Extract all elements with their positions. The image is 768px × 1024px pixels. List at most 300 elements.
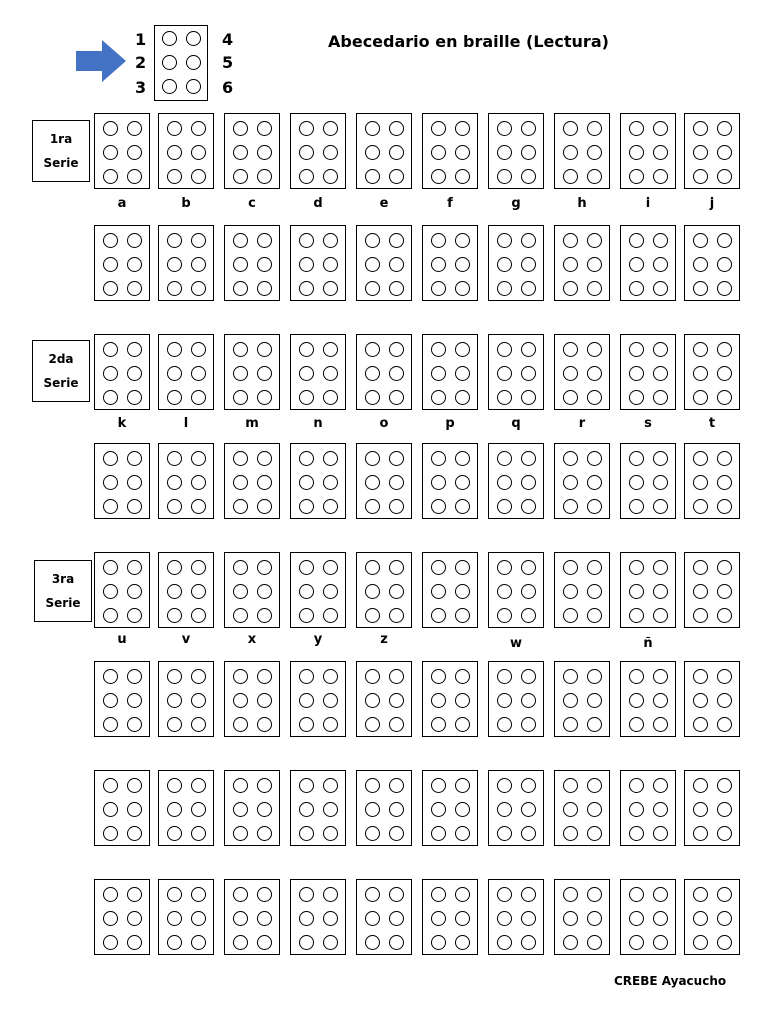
braille-dot-6	[323, 935, 338, 950]
letter-label: e	[379, 196, 389, 211]
braille-dot-2	[653, 778, 668, 793]
braille-dot-6	[127, 390, 142, 405]
braille-cell	[684, 661, 740, 737]
letter-label: t	[708, 416, 716, 431]
braille-dot-2	[127, 342, 142, 357]
braille-cell	[554, 443, 610, 519]
braille-dot-5	[365, 717, 380, 732]
braille-dot-2	[587, 121, 602, 136]
braille-dot-3	[167, 475, 182, 490]
braille-dot-4	[521, 366, 536, 381]
braille-cell	[158, 552, 214, 628]
braille-cell	[422, 443, 478, 519]
braille-dot-6	[389, 169, 404, 184]
braille-dot-4	[653, 475, 668, 490]
arrow-right-icon	[76, 40, 126, 82]
braille-dot-5	[233, 281, 248, 296]
braille-cell	[158, 770, 214, 846]
braille-dot-2	[323, 560, 338, 575]
braille-dot-2	[127, 669, 142, 684]
braille-dot-3	[233, 145, 248, 160]
braille-dot-2	[323, 121, 338, 136]
braille-dot-1	[103, 887, 118, 902]
braille-dot-5	[497, 281, 512, 296]
braille-dot-4	[717, 475, 732, 490]
braille-dot-6	[191, 169, 206, 184]
braille-cell	[422, 879, 478, 955]
braille-dot-4	[191, 911, 206, 926]
letter-label: b	[181, 196, 191, 211]
braille-dot-6	[455, 826, 470, 841]
serie-label-3	[34, 560, 92, 622]
braille-dot-6	[191, 717, 206, 732]
braille-dot-4	[389, 366, 404, 381]
braille-dot-6	[257, 499, 272, 514]
braille-dot-1	[233, 778, 248, 793]
braille-dot-6	[323, 499, 338, 514]
braille-dot-2	[323, 669, 338, 684]
braille-dot-6	[323, 390, 338, 405]
braille-dot-6	[521, 608, 536, 623]
braille-dot-5	[167, 169, 182, 184]
braille-dot-5	[563, 390, 578, 405]
braille-dot-4	[257, 802, 272, 817]
braille-dot-5	[693, 499, 708, 514]
braille-dot-6	[389, 717, 404, 732]
braille-cell	[620, 443, 676, 519]
braille-dot-1	[233, 233, 248, 248]
braille-dot-3	[431, 911, 446, 926]
letter-label: d	[313, 196, 323, 211]
braille-dot-6	[587, 281, 602, 296]
serie-label-2	[32, 340, 90, 402]
braille-cell	[356, 113, 412, 189]
braille-dot-2	[257, 778, 272, 793]
braille-dot-2	[455, 778, 470, 793]
braille-dot-4	[521, 693, 536, 708]
braille-dot-3	[693, 257, 708, 272]
braille-dot-2	[653, 669, 668, 684]
dot-number-4: 4	[222, 30, 234, 49]
braille-dot-3	[299, 693, 314, 708]
braille-dot-5	[233, 935, 248, 950]
braille-dot-2	[587, 669, 602, 684]
braille-dot-4	[521, 584, 536, 599]
braille-dot-2	[389, 669, 404, 684]
braille-dot-2	[389, 342, 404, 357]
braille-dot-5	[629, 826, 644, 841]
braille-dot-2	[191, 778, 206, 793]
braille-dot-4	[587, 802, 602, 817]
braille-dot-4	[127, 584, 142, 599]
braille-dot-2	[587, 887, 602, 902]
braille-dot-6	[127, 281, 142, 296]
braille-cell	[684, 225, 740, 301]
braille-dot-5	[431, 499, 446, 514]
braille-dot-1	[103, 121, 118, 136]
braille-dot-3	[365, 693, 380, 708]
braille-dot-4	[257, 257, 272, 272]
braille-dot-1	[431, 778, 446, 793]
braille-dot-3	[233, 911, 248, 926]
braille-dot-6	[127, 935, 142, 950]
braille-dot-3	[497, 366, 512, 381]
braille-dot-5	[693, 390, 708, 405]
braille-dot-3	[497, 475, 512, 490]
braille-dot-5	[563, 717, 578, 732]
braille-dot-3	[693, 911, 708, 926]
braille-dot-5	[629, 935, 644, 950]
braille-dot-6	[257, 390, 272, 405]
braille-dot-6	[191, 390, 206, 405]
braille-cell	[224, 113, 280, 189]
braille-dot-4	[389, 145, 404, 160]
braille-dot-1	[431, 560, 446, 575]
braille-dot-2	[521, 669, 536, 684]
braille-dot-1	[693, 233, 708, 248]
braille-dot-2	[717, 451, 732, 466]
braille-dot-5	[167, 281, 182, 296]
braille-dot-1	[563, 887, 578, 902]
braille-dot-1	[299, 778, 314, 793]
dot-number-2: 2	[135, 53, 147, 72]
braille-dot-4	[653, 911, 668, 926]
braille-dot-2	[191, 669, 206, 684]
braille-dot-5	[497, 499, 512, 514]
braille-dot-5	[629, 169, 644, 184]
braille-dot-3	[365, 366, 380, 381]
braille-dot-6	[257, 935, 272, 950]
braille-cell	[684, 879, 740, 955]
braille-cell	[488, 443, 544, 519]
braille-dot-6	[191, 935, 206, 950]
braille-dot-4	[717, 693, 732, 708]
braille-dot-2	[521, 451, 536, 466]
braille-dot-3	[167, 693, 182, 708]
braille-dot-3	[629, 911, 644, 926]
braille-dot-1	[365, 451, 380, 466]
braille-cell	[620, 879, 676, 955]
braille-cell	[94, 443, 150, 519]
braille-dot-3	[563, 693, 578, 708]
braille-dot-6	[389, 826, 404, 841]
braille-dot-1	[497, 887, 512, 902]
letter-label: p	[445, 416, 455, 431]
braille-dot-5	[167, 390, 182, 405]
letter-label: y	[313, 632, 323, 647]
braille-dot-1	[497, 778, 512, 793]
braille-dot-4	[389, 802, 404, 817]
braille-dot-2	[717, 560, 732, 575]
braille-dot-4	[323, 584, 338, 599]
braille-dot-4	[323, 802, 338, 817]
braille-dot-5	[563, 169, 578, 184]
braille-cell	[224, 225, 280, 301]
dot-number-1: 1	[135, 30, 147, 49]
braille-dot-2	[323, 342, 338, 357]
braille-dot-5	[563, 499, 578, 514]
braille-cell	[684, 552, 740, 628]
braille-dot-6	[389, 390, 404, 405]
braille-dot-2	[323, 233, 338, 248]
braille-dot-4	[717, 366, 732, 381]
letter-label: c	[248, 196, 256, 211]
braille-dot-1	[629, 121, 644, 136]
braille-dot-4	[717, 802, 732, 817]
braille-dot-1	[299, 121, 314, 136]
braille-dot-1	[365, 560, 380, 575]
braille-dot-5	[167, 608, 182, 623]
braille-dot-5	[563, 935, 578, 950]
letter-label: f	[447, 196, 453, 211]
braille-dot-6	[257, 281, 272, 296]
braille-dot-3	[563, 802, 578, 817]
braille-dot-5	[103, 935, 118, 950]
braille-cell	[356, 334, 412, 410]
braille-dot-1	[299, 560, 314, 575]
braille-dot-2	[127, 233, 142, 248]
braille-dot-4	[455, 257, 470, 272]
braille-dot-3	[233, 257, 248, 272]
braille-dot-6	[389, 935, 404, 950]
braille-dot-2	[717, 669, 732, 684]
braille-cell	[356, 879, 412, 955]
braille-dot-4	[389, 693, 404, 708]
braille-dot-1	[365, 121, 380, 136]
braille-dot-5	[693, 826, 708, 841]
braille-dot-3	[497, 145, 512, 160]
braille-dot-3	[497, 911, 512, 926]
braille-cell	[554, 334, 610, 410]
braille-dot-4	[191, 475, 206, 490]
braille-dot-4	[653, 366, 668, 381]
letter-label: l	[183, 416, 189, 431]
braille-dot-4	[257, 366, 272, 381]
braille-dot-2	[191, 342, 206, 357]
braille-dot-6	[587, 717, 602, 732]
braille-dot-3	[167, 911, 182, 926]
braille-dot-1	[233, 887, 248, 902]
braille-dot-2	[587, 451, 602, 466]
braille-dot-4	[587, 257, 602, 272]
braille-dot-4	[257, 475, 272, 490]
braille-dot-4	[191, 584, 206, 599]
braille-dot-4	[127, 802, 142, 817]
braille-dot-2	[191, 451, 206, 466]
braille-dot-6	[455, 935, 470, 950]
braille-dot-1	[167, 778, 182, 793]
braille-dot-5	[431, 717, 446, 732]
braille-cell	[620, 770, 676, 846]
braille-cell	[290, 879, 346, 955]
braille-dot-3	[693, 802, 708, 817]
braille-cell	[422, 113, 478, 189]
braille-dot-4	[323, 366, 338, 381]
braille-cell	[554, 225, 610, 301]
braille-dot-4	[257, 584, 272, 599]
braille-dot-5	[365, 390, 380, 405]
braille-dot-6	[389, 281, 404, 296]
braille-dot-1	[167, 560, 182, 575]
braille-dot-2	[521, 121, 536, 136]
braille-dot-3	[629, 475, 644, 490]
braille-dot-2	[587, 342, 602, 357]
braille-dot-6	[257, 608, 272, 623]
braille-dot-1	[497, 560, 512, 575]
braille-dot-3	[167, 145, 182, 160]
braille-dot-5	[299, 281, 314, 296]
braille-dot-1	[629, 451, 644, 466]
braille-dot-5	[431, 281, 446, 296]
braille-dot-5	[431, 608, 446, 623]
braille-dot-4	[653, 693, 668, 708]
braille-dot-4	[717, 145, 732, 160]
braille-dot-5	[497, 608, 512, 623]
braille-dot-1	[693, 887, 708, 902]
braille-cell	[620, 113, 676, 189]
braille-dot-6	[521, 169, 536, 184]
braille-dot-2	[389, 778, 404, 793]
braille-cell	[488, 552, 544, 628]
braille-dot-3	[497, 257, 512, 272]
braille-dot-3	[167, 584, 182, 599]
braille-dot-2	[653, 451, 668, 466]
braille-dot-4	[389, 257, 404, 272]
braille-dot-5	[431, 390, 446, 405]
braille-dot-3	[563, 475, 578, 490]
braille-dot-3	[365, 145, 380, 160]
braille-dot-4	[455, 802, 470, 817]
braille-dot-6	[257, 717, 272, 732]
braille-dot-5	[365, 826, 380, 841]
braille-cell	[684, 443, 740, 519]
braille-dot-3	[497, 802, 512, 817]
braille-dot-4	[717, 584, 732, 599]
braille-cell	[356, 661, 412, 737]
braille-dot-2	[521, 342, 536, 357]
braille-cell	[224, 770, 280, 846]
legend-dot	[162, 55, 177, 70]
page-title: Abecedario en braille (Lectura)	[328, 32, 609, 51]
braille-cell	[224, 879, 280, 955]
footer-credit: CREBE Ayacucho	[614, 974, 727, 988]
braille-cell	[290, 113, 346, 189]
braille-cell	[488, 770, 544, 846]
braille-cell	[488, 661, 544, 737]
braille-cell	[488, 334, 544, 410]
braille-dot-2	[455, 233, 470, 248]
braille-dot-3	[431, 693, 446, 708]
braille-dot-2	[455, 121, 470, 136]
braille-cell	[290, 661, 346, 737]
braille-dot-6	[127, 717, 142, 732]
braille-dot-4	[587, 584, 602, 599]
legend-dot	[162, 31, 177, 46]
braille-dot-4	[521, 802, 536, 817]
braille-dot-6	[717, 935, 732, 950]
braille-dot-1	[167, 451, 182, 466]
braille-dot-6	[127, 608, 142, 623]
braille-dot-2	[653, 233, 668, 248]
braille-dot-1	[629, 233, 644, 248]
braille-dot-5	[497, 935, 512, 950]
braille-dot-1	[103, 342, 118, 357]
braille-dot-2	[323, 451, 338, 466]
braille-dot-6	[455, 281, 470, 296]
braille-dot-1	[693, 451, 708, 466]
braille-dot-1	[629, 560, 644, 575]
braille-cell	[422, 334, 478, 410]
braille-dot-1	[431, 121, 446, 136]
braille-dot-2	[257, 887, 272, 902]
braille-cell	[94, 225, 150, 301]
braille-dot-4	[455, 475, 470, 490]
braille-dot-1	[167, 887, 182, 902]
braille-dot-6	[717, 608, 732, 623]
braille-dot-3	[693, 145, 708, 160]
braille-cell	[356, 443, 412, 519]
braille-cell	[290, 334, 346, 410]
braille-dot-3	[299, 802, 314, 817]
braille-cell	[356, 225, 412, 301]
braille-cell	[224, 334, 280, 410]
braille-dot-4	[323, 475, 338, 490]
braille-dot-4	[455, 911, 470, 926]
braille-dot-2	[717, 342, 732, 357]
braille-dot-6	[653, 390, 668, 405]
braille-dot-3	[233, 584, 248, 599]
braille-dot-4	[587, 693, 602, 708]
braille-dot-3	[629, 584, 644, 599]
braille-dot-2	[191, 887, 206, 902]
braille-cell	[554, 770, 610, 846]
braille-cell	[554, 661, 610, 737]
braille-dot-2	[587, 560, 602, 575]
braille-dot-1	[299, 342, 314, 357]
braille-cell	[554, 879, 610, 955]
braille-dot-4	[257, 693, 272, 708]
braille-dot-4	[587, 911, 602, 926]
braille-dot-5	[497, 717, 512, 732]
braille-cell	[94, 552, 150, 628]
braille-dot-6	[653, 281, 668, 296]
braille-dot-3	[563, 584, 578, 599]
braille-dot-2	[257, 560, 272, 575]
braille-dot-5	[103, 390, 118, 405]
braille-cell	[488, 225, 544, 301]
braille-dot-6	[587, 935, 602, 950]
braille-dot-6	[455, 390, 470, 405]
braille-dot-6	[389, 499, 404, 514]
legend-braille-cell	[154, 25, 208, 101]
braille-cell	[290, 770, 346, 846]
braille-cell	[94, 113, 150, 189]
braille-dot-1	[563, 451, 578, 466]
braille-dot-3	[167, 257, 182, 272]
braille-dot-1	[233, 560, 248, 575]
letter-label: s	[644, 416, 652, 431]
serie-label-number: 2da	[48, 352, 74, 366]
braille-dot-1	[431, 451, 446, 466]
braille-dot-2	[191, 233, 206, 248]
braille-dot-5	[693, 169, 708, 184]
braille-cell	[422, 552, 478, 628]
braille-dot-3	[299, 911, 314, 926]
braille-cell	[554, 113, 610, 189]
braille-dot-1	[167, 342, 182, 357]
braille-dot-3	[431, 366, 446, 381]
braille-dot-5	[563, 608, 578, 623]
